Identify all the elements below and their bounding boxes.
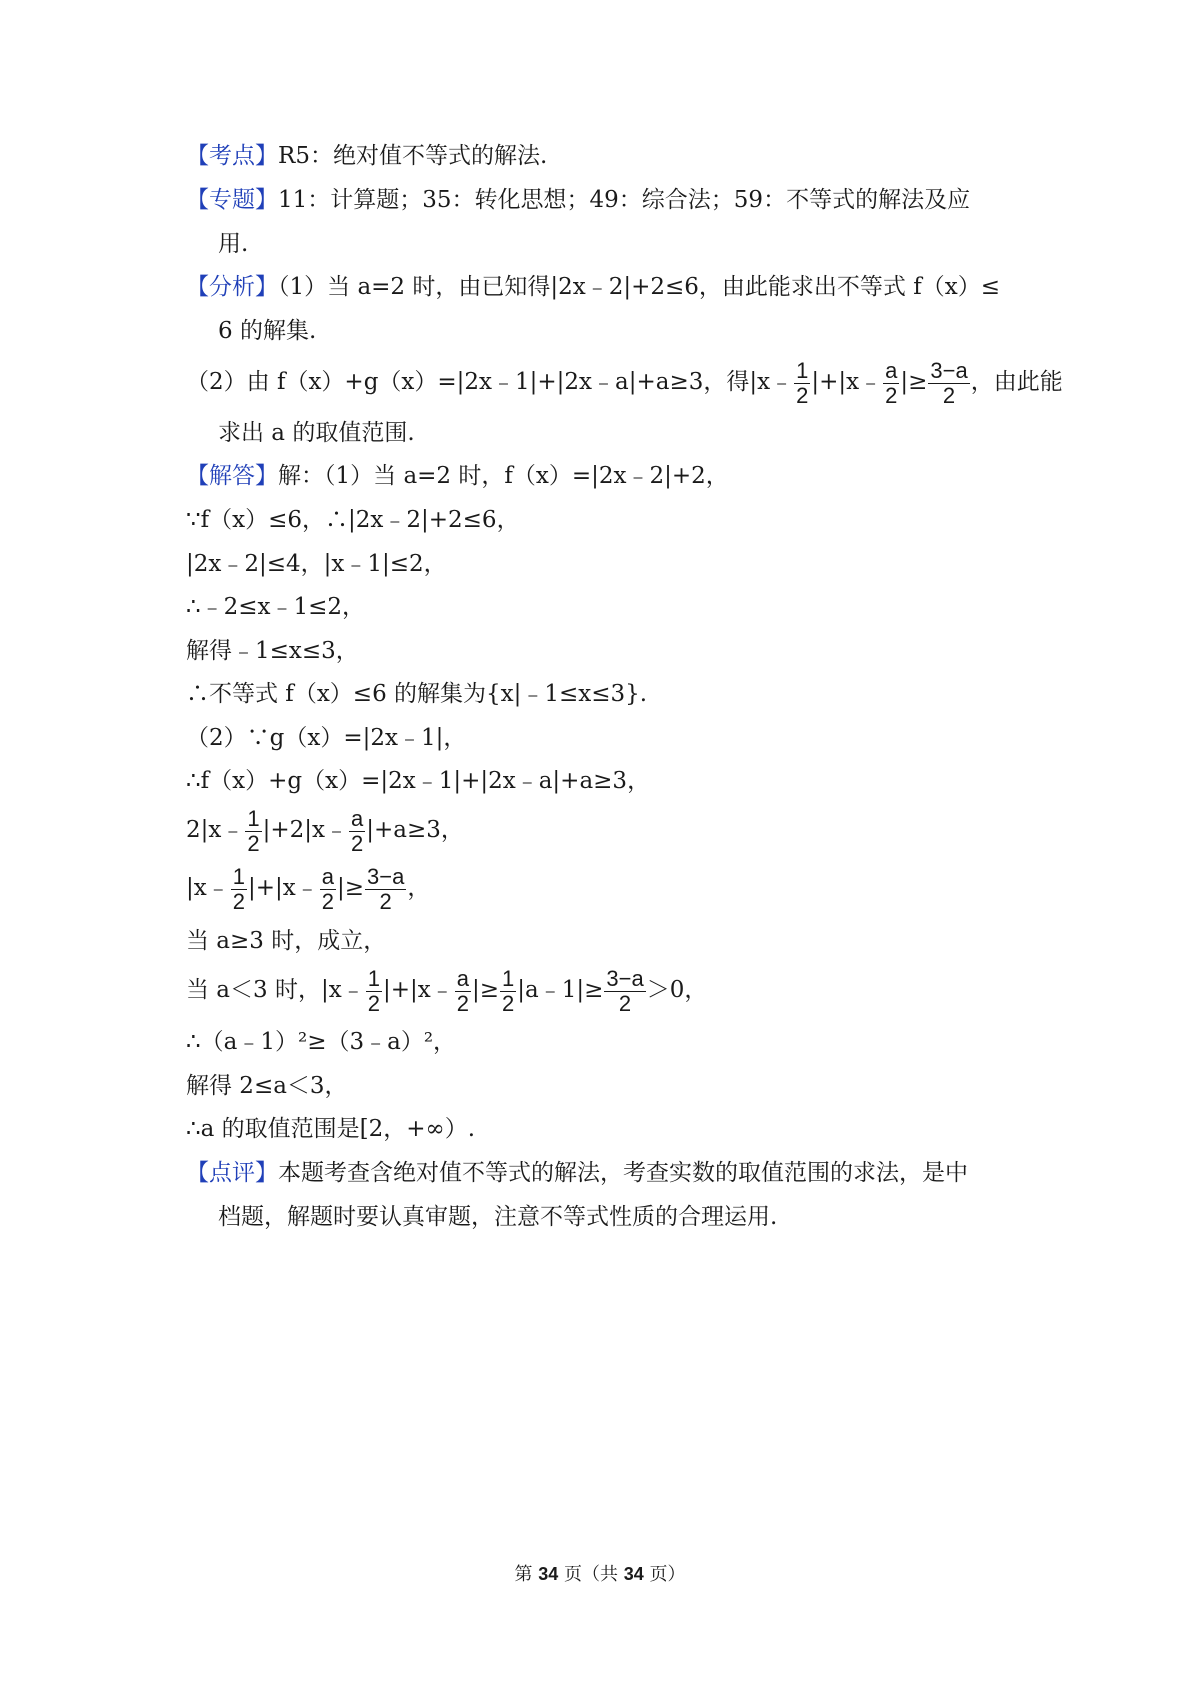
fraction-three-minus-a-half [604, 967, 645, 1016]
jieda-line-4: ∴﹣2≤x﹣1≤2， [186, 594, 366, 620]
fraction-three-minus-a-half [365, 865, 406, 914]
jieda-9a: 2|x﹣ [186, 817, 245, 843]
numerator: 3−a [367, 863, 405, 889]
numerator: 1 [367, 965, 380, 991]
numerator: 1 [501, 965, 515, 991]
jieda-line-3: |2x﹣2|≤4，|x﹣1|≤2， [186, 551, 447, 577]
numerator: a [456, 965, 469, 991]
fraction-a-half [320, 865, 336, 914]
denominator: 2 [350, 830, 364, 856]
fraction-three-minus-a-half [928, 359, 969, 408]
jieda-line-6: ∴不等式 f（x）≤6 的解集为{x|﹣1≤x≤3}. [186, 681, 648, 707]
jieda-12d: |a﹣1|≥ [517, 977, 604, 1003]
jieda-line-5: 解得﹣1≤x≤3， [186, 638, 359, 664]
jieda-line-14: 解得 2≤a＜3， [186, 1073, 348, 1099]
jieda-9c: |+a≥3， [366, 817, 464, 843]
numerator: a [350, 805, 364, 831]
dianping-tag: 【点评】 [186, 1160, 278, 1186]
denominator: 2 [885, 382, 898, 408]
jieda-tag: 【解答】 [186, 463, 278, 489]
jieda-line-10 [186, 864, 1026, 914]
footer-prefix: 第 [514, 1564, 539, 1585]
jieda-12b: |+|x﹣ [382, 977, 454, 1003]
fenxi-3a: （2）由 f（x）+g（x）=|2x﹣1|+|2x﹣a|+a≥3，得|x﹣ [186, 369, 794, 395]
denominator: 2 [367, 990, 380, 1016]
jieda-9b: |+2|x﹣ [262, 817, 348, 843]
denominator: 2 [321, 888, 334, 914]
numerator: 1 [232, 863, 245, 889]
jieda-line-2: ∵f（x）≤6，∴|2x﹣2|+2≤6， [186, 507, 520, 533]
jieda-line-1 [186, 461, 1026, 491]
fenxi-line-4: 求出 a 的取值范围. [218, 420, 415, 446]
fraction-one-half [794, 359, 810, 408]
zhuanti-tag: 【专题】 [186, 187, 278, 213]
fenxi-3c: |≥ [900, 369, 928, 395]
total-pages: 34 [623, 1564, 644, 1584]
fenxi-tag: 【分析】 [186, 274, 278, 300]
zhuanti-continuation: 用. [218, 231, 249, 257]
denominator: 2 [501, 990, 515, 1016]
fraction-one-half [231, 865, 247, 914]
kaodian-text: R5：绝对值不等式的解法. [278, 143, 548, 169]
fraction-a-half [883, 359, 899, 408]
jieda-10b: |+|x﹣ [247, 875, 319, 901]
zhuanti-text: 11：计算题；35：转化思想；49：综合法；59：不等式的解法及应 [278, 187, 971, 213]
denominator: 2 [232, 888, 245, 914]
denominator: 2 [796, 382, 809, 408]
numerator: 3−a [606, 965, 644, 991]
jieda-line-9 [186, 806, 1026, 856]
denominator: 2 [618, 990, 632, 1016]
jieda-12e: ＞0， [646, 977, 708, 1003]
fenxi-3d: ，由此能 [970, 369, 1063, 395]
dianping-line [186, 1158, 1026, 1188]
jieda-line-11: 当 a≥3 时，成立， [186, 928, 387, 954]
fraction-a-half [349, 807, 365, 856]
numerator: 1 [247, 805, 260, 831]
fraction-a-half [455, 967, 471, 1016]
page-footer [0, 1562, 1200, 1587]
jieda-10c: |≥ [336, 875, 365, 901]
jieda-line-13: ∴（a﹣1）²≥（3﹣a）²， [186, 1029, 457, 1055]
fenxi-3b: |+|x﹣ [811, 369, 883, 395]
fenxi-line-3 [186, 357, 1063, 408]
jieda-line-12 [186, 966, 1026, 1016]
fenxi-line-2: 6 的解集. [218, 318, 317, 344]
numerator: 3−a [930, 357, 968, 383]
numerator: a [885, 357, 898, 383]
jieda-text-1: 解：（1）当 a=2 时，f（x）=|2x﹣2|+2， [278, 463, 729, 489]
numerator: 1 [796, 357, 809, 383]
fenxi-line-1 [186, 272, 1026, 302]
fraction-one-half [366, 967, 382, 1016]
denominator: 2 [247, 830, 260, 856]
fraction-one-half [500, 967, 516, 1016]
page-number: 34 [538, 1564, 559, 1584]
jieda-12c: |≥ [471, 977, 499, 1003]
zhuanti-line [186, 185, 1026, 215]
footer-middle: 页（共 [558, 1564, 624, 1585]
jieda-10d: ， [407, 875, 431, 901]
jieda-12a: 当 a＜3 时，|x﹣ [186, 977, 365, 1003]
dianping-continuation: 档题，解题时要认真审题，注意不等式性质的合理运用. [218, 1204, 778, 1230]
denominator: 2 [456, 990, 469, 1016]
kaodian-tag: 【考点】 [186, 143, 278, 169]
fraction-one-half [245, 807, 261, 856]
numerator: a [321, 863, 334, 889]
jieda-line-8: ∴f（x）+g（x）=|2x﹣1|+|2x﹣a|+a≥3， [186, 768, 651, 794]
denominator: 2 [379, 888, 392, 914]
denominator: 2 [942, 382, 956, 408]
jieda-line-15: ∴a 的取值范围是[2，+∞）. [186, 1116, 476, 1142]
kaodian-line [186, 141, 1026, 171]
jieda-10a: |x﹣ [186, 875, 230, 901]
fenxi-text-1: （1）当 a=2 时，由已知得|2x﹣2|+2≤6，由此能求出不等式 f（x）≤ [278, 274, 1000, 300]
footer-suffix: 页） [643, 1564, 686, 1585]
dianping-text: 本题考查含绝对值不等式的解法，考查实数的取值范围的求法，是中 [278, 1160, 968, 1186]
jieda-line-7: （2）∵g（x）=|2x﹣1|， [186, 725, 467, 751]
